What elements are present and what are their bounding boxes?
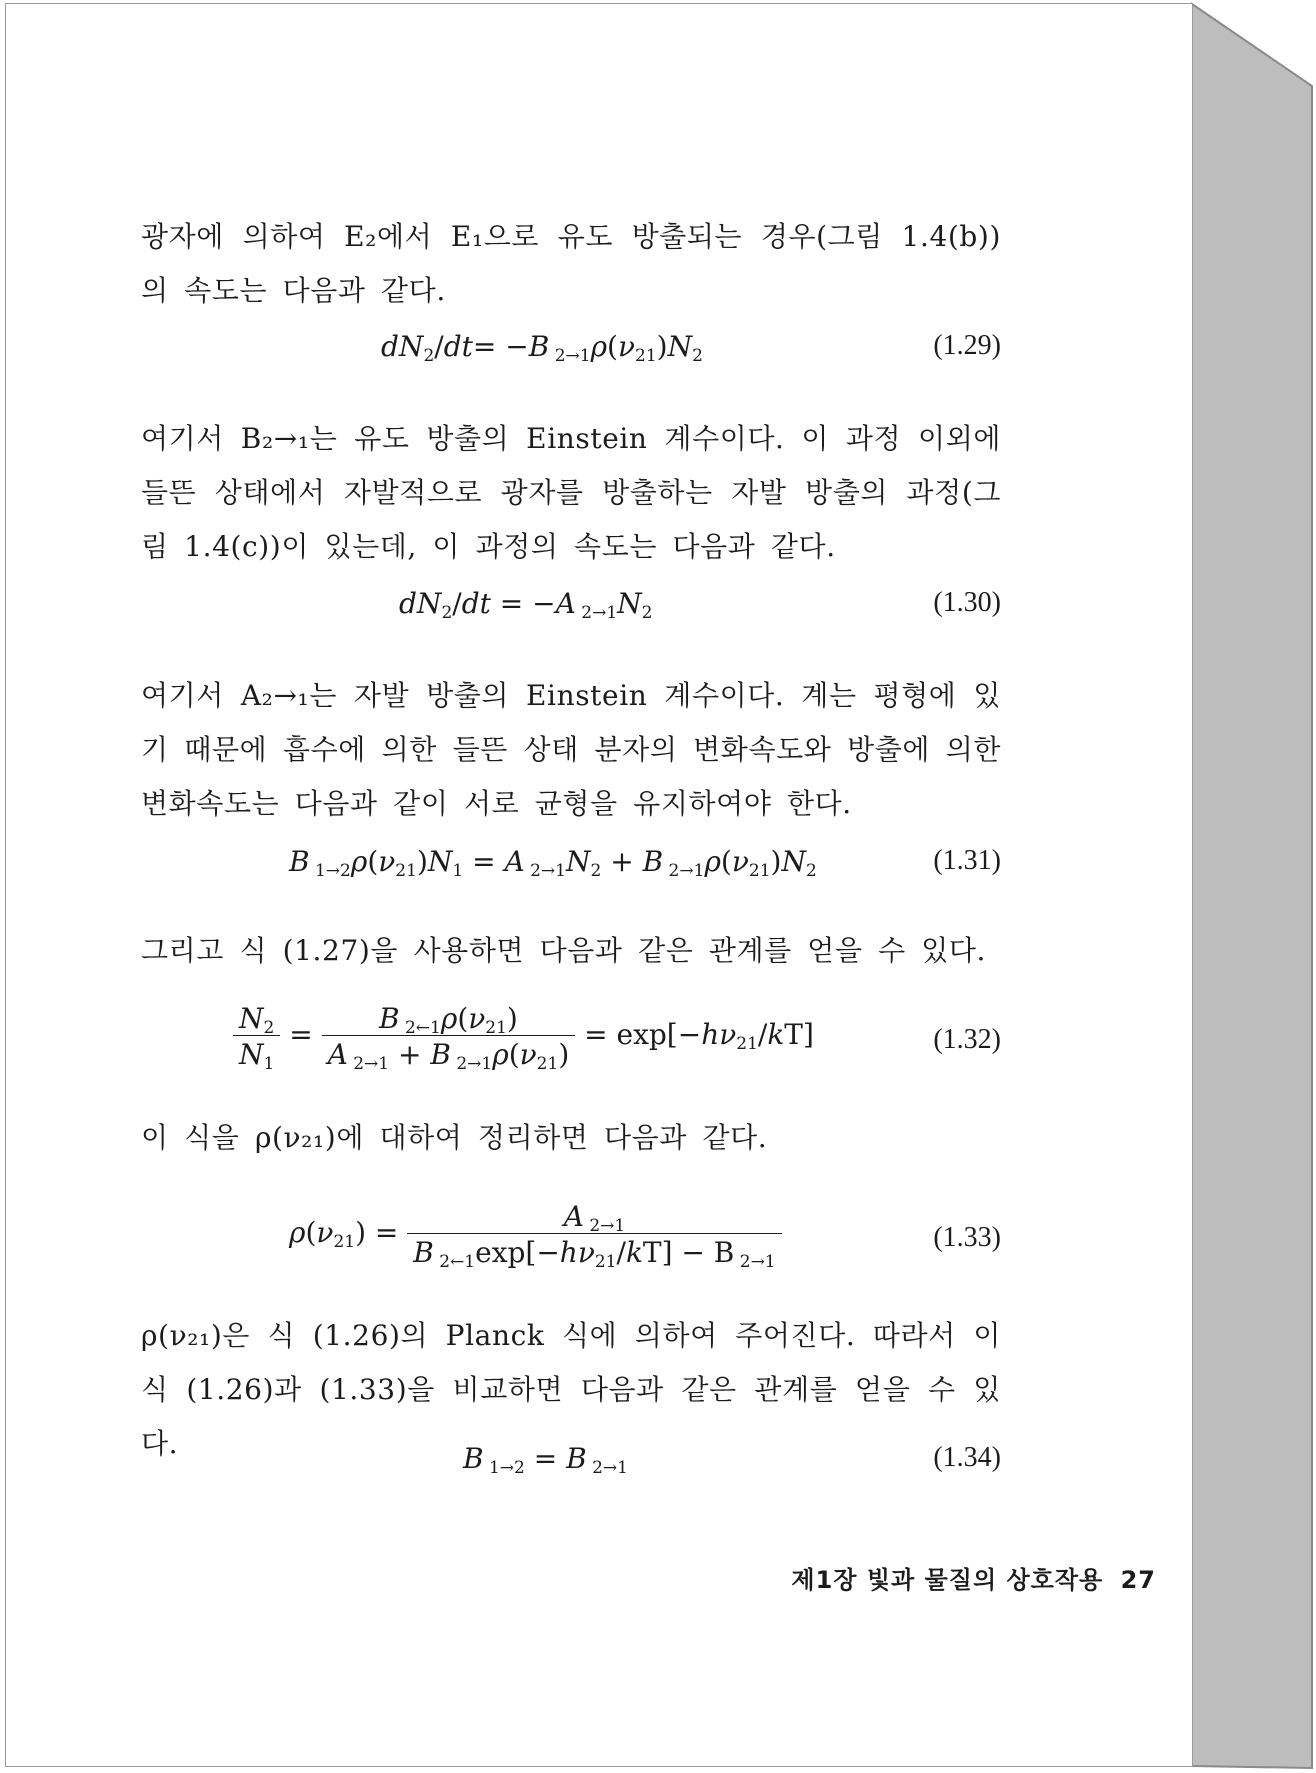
paragraph: 광자에 의하여 E₂에서 E₁으로 유도 방출되는 경우(그림 1.4(b))의 속도는 다음과 같다. — [141, 220, 1001, 307]
paragraph: 여기서 B₂→₁는 유도 방출의 Einstein 계수이다. 이 과정 이외에 들뜬 상태에서 자발적으로 광자를 방출하는 자발 방출의 과정(그림 1.4(c))이 있는데, 이 과정의 속도는 다음과 같다. — [141, 422, 1001, 563]
equation-expression: $\frac{N_2}{N_1}$ = $\frac{B _{2\leftarrow 1}\rho(\nu_{21})}{A _{2\to 1} + B _{2\to 1}\rho(\nu_{21})}$ = $\exp[-h\nu_{21}/kT]$ — [233, 1002, 814, 1071]
equation-number: (1.29) — [933, 330, 1001, 361]
paragraph: ρ(ν₂₁)은 식 (1.26)의 Planck 식에 의하여 주어진다. 따라서 이 식 (1.26)과 (1.33)을 비교하면 다음과 같은 관계를 얻을 수 있다. — [141, 1319, 1001, 1460]
equation-number: (1.32) — [933, 1024, 1001, 1055]
equation-1-31 — [141, 845, 1001, 905]
page-number: 27 — [1120, 1566, 1156, 1594]
equation-expression: $\rho(\nu_{21})$ = $\frac{A _{2\to 1}}{B _{2\leftarrow 1}\exp[-h\nu_{21}/kT] - B _{2\to 1}}$ — [289, 1200, 782, 1269]
equation-1-34 — [141, 1442, 1001, 1502]
equation-number: (1.31) — [933, 845, 1001, 876]
page-footer — [791, 1560, 1156, 1595]
equation-1-30 — [141, 587, 1001, 647]
equation-number: (1.33) — [933, 1222, 1001, 1253]
paragraph: 여기서 A₂→₁는 자발 방출의 Einstein 계수이다. 계는 평형에 있기 때문에 흡수에 의한 들뜬 상태 분자의 변화속도와 방출에 의한 변화속도는 다음과 같이 서로 균형을 유지하여야 한다. — [141, 679, 1001, 820]
page — [6, 4, 1192, 1766]
equation-expression: $dN_2/dt= -B$ $_{2\to 1}\rho(\nu_{21})N_2$ — [381, 330, 703, 366]
equation-expression: B $_{1\to 2}$ = B $_{2\to 1}$ — [463, 1442, 628, 1478]
paragraph: 그리고 식 (1.27)을 사용하면 다음과 같은 관계를 얻을 수 있다. — [141, 934, 987, 967]
chapter-label: 제1장 — [791, 1566, 858, 1594]
equation-1-32 — [141, 1002, 1001, 1086]
equation-1-29 — [141, 330, 1001, 390]
equation-number: (1.30) — [933, 587, 1001, 618]
paragraph: 이 식을 ρ(ν₂₁)에 대하여 정리하면 다음과 같다. — [141, 1121, 768, 1154]
equation-expression: $dN_2/dt = -A$ $_{2\to 1}N_2$ — [399, 587, 653, 623]
chapter-title: 빛과 물질의 상호작용 — [866, 1566, 1104, 1594]
equation-1-33 — [141, 1200, 1001, 1284]
equation-number: (1.34) — [933, 1442, 1001, 1473]
equation-expression: B $_{1\to 2}\rho(\nu_{21})N_1 = A$ $_{2\to 1}N_2 + B$ $_{2\to 1}\rho(\nu_{21})N_2$ — [289, 845, 817, 881]
